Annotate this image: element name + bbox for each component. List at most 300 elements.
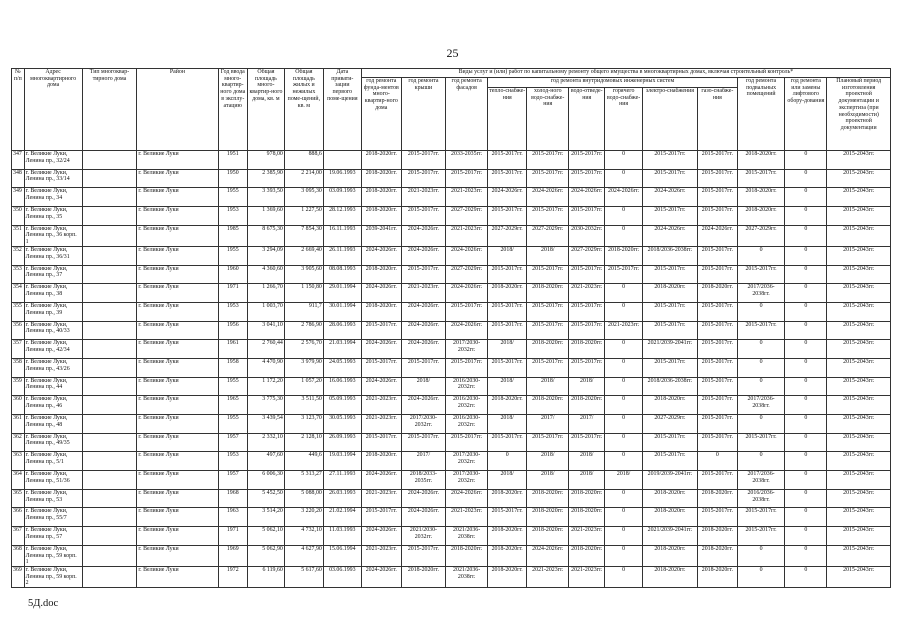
cell-heat: 2015-2017гг.	[488, 302, 527, 321]
cell-type	[82, 433, 137, 452]
cell-docs: 2015-2043гг.	[827, 284, 891, 303]
cell-total-area: 497,60	[248, 452, 285, 471]
cell-roof: 2024-2026гг.	[401, 489, 445, 508]
cell-year: 1955	[218, 415, 248, 434]
cell-facade: 2024-2026гг.	[446, 284, 488, 303]
cell-hot-water: 0	[605, 284, 643, 303]
cell-docs: 2015-2043гг.	[827, 377, 891, 396]
cell-district: г. Великие Луки	[137, 151, 218, 170]
cell-sewer: 2021-2023гг.	[569, 566, 605, 587]
cell-facade: 2016/2030-2032гг.	[446, 377, 488, 396]
cell-type	[82, 396, 137, 415]
cell-district: г. Великие Луки	[137, 169, 218, 188]
cell-heat: 0	[488, 452, 527, 471]
cell-privatization: 24.05.1993	[323, 358, 361, 377]
cell-gas: 2015-2017гг.	[697, 377, 737, 396]
cell-roof: 2021-2023гг.	[401, 284, 445, 303]
cell-privatization: 29.01.1994	[323, 284, 361, 303]
cell-district: г. Великие Луки	[137, 566, 218, 587]
header-systems-group: год ремонта внутридомовых инженерных систем	[488, 78, 738, 88]
cell-hot-water: 0	[605, 302, 643, 321]
cell-basement: 0	[737, 566, 784, 587]
cell-type	[82, 508, 137, 527]
cell-cold-water: 2024-2026гг.	[527, 545, 569, 566]
table-row	[12, 433, 891, 452]
cell-sewer: 2018/	[569, 377, 605, 396]
cell-no: 364	[12, 471, 25, 490]
cell-heat: 2015-2017гг.	[488, 151, 527, 170]
cell-no: 359	[12, 377, 25, 396]
cell-heat: 2018-2020гг.	[488, 396, 527, 415]
cell-docs: 2015-2043гг.	[827, 489, 891, 508]
cell-no: 353	[12, 265, 25, 284]
cell-basement: 0	[737, 452, 784, 471]
cell-living-area: 911,7	[284, 302, 323, 321]
cell-facade: 2015-2017гг.	[446, 433, 488, 452]
cell-elevator: 0	[785, 545, 827, 566]
cell-docs: 2015-2043гг.	[827, 302, 891, 321]
table-row	[12, 566, 891, 587]
cell-cold-water: 2015-2017гг.	[527, 169, 569, 188]
cell-hot-water: 2015-2017гг.	[605, 265, 643, 284]
cell-gas: 2018-2020гг.	[697, 566, 737, 587]
cell-docs: 2015-2043гг.	[827, 471, 891, 490]
cell-electric: 2015-2017гг.	[643, 169, 698, 188]
cell-type	[82, 284, 137, 303]
cell-district: г. Великие Луки	[137, 396, 218, 415]
cell-district: г. Великие Луки	[137, 246, 218, 265]
header-foundation: год ремонта фунда-ментов много-квартир-ного дома	[361, 78, 401, 151]
cell-elevator: 0	[785, 471, 827, 490]
cell-electric: 2021/2039-2041гг.	[643, 527, 698, 546]
cell-basement: 0	[737, 340, 784, 359]
cell-living-area: 5 617,60	[284, 566, 323, 587]
cell-gas: 2018-2020гг.	[697, 284, 737, 303]
cell-roof: 2024-2026гг.	[401, 340, 445, 359]
cell-total-area: 5 062,90	[248, 545, 285, 566]
header-facade: год ремонта фасадов	[446, 78, 488, 151]
cell-docs: 2015-2043гг.	[827, 169, 891, 188]
cell-type	[82, 169, 137, 188]
cell-year: 1960	[218, 265, 248, 284]
cell-district: г. Великие Луки	[137, 358, 218, 377]
cell-gas: 2015-2017гг.	[697, 321, 737, 340]
cell-living-area: 2 128,10	[284, 433, 323, 452]
cell-total-area: 3 775,30	[248, 396, 285, 415]
cell-hot-water: 2024-2026гг.	[605, 188, 643, 207]
cell-type	[82, 151, 137, 170]
cell-heat: 2018/	[488, 415, 527, 434]
cell-facade: 2021/2036-2038гг.	[446, 566, 488, 587]
cell-living-area: 3 095,30	[284, 188, 323, 207]
cell-roof: 2015-2017гг.	[401, 545, 445, 566]
cell-cold-water: 2015-2017гг.	[527, 151, 569, 170]
cell-type	[82, 302, 137, 321]
cell-hot-water: 2018-2020гг.	[605, 246, 643, 265]
cell-cold-water: 2017/	[527, 415, 569, 434]
cell-gas: 2015-2017гг.	[697, 188, 737, 207]
cell-hot-water: 0	[605, 545, 643, 566]
cell-basement: 2018-2020гг.	[737, 151, 784, 170]
header-roof: год ремонта крыши	[401, 78, 445, 151]
cell-roof: 2024-2026гг.	[401, 302, 445, 321]
cell-privatization: 30.05.1993	[323, 415, 361, 434]
cell-year: 1963	[218, 508, 248, 527]
cell-type	[82, 415, 137, 434]
cell-address: г. Великие Луки, Ленина пр., 46	[24, 396, 82, 415]
cell-foundation: 2021-2023гг.	[361, 396, 401, 415]
cell-facade: 2033-2035гг.	[446, 151, 488, 170]
cell-hot-water: 0	[605, 358, 643, 377]
cell-elevator: 0	[785, 415, 827, 434]
cell-electric: 2024-2026гг.	[643, 188, 698, 207]
cell-facade: 2021-2023гг.	[446, 225, 488, 246]
table-row	[12, 452, 891, 471]
cell-elevator: 0	[785, 566, 827, 587]
cell-facade: 2024-2026гг.	[446, 489, 488, 508]
cell-docs: 2015-2043гг.	[827, 508, 891, 527]
cell-basement: 2017/2036-2038гг.	[737, 396, 784, 415]
cell-roof: 2015-2017гг.	[401, 358, 445, 377]
cell-facade: 2017/2030-2032гг.	[446, 340, 488, 359]
header-privatization: Дата привати-зации первого поме-щения	[323, 69, 361, 151]
cell-roof: 2017/	[401, 452, 445, 471]
cell-total-area: 8 675,30	[248, 225, 285, 246]
cell-cold-water: 2021-2023гг.	[527, 566, 569, 587]
cell-facade: 2016/2030-2032гг.	[446, 396, 488, 415]
cell-elevator: 0	[785, 284, 827, 303]
cell-basement: 2016/2036-2038гг.	[737, 489, 784, 508]
cell-docs: 2015-2043гг.	[827, 545, 891, 566]
cell-electric: 2018-2020гг.	[643, 566, 698, 587]
cell-privatization: 21.03.1994	[323, 340, 361, 359]
cell-hot-water: 0	[605, 452, 643, 471]
cell-facade: 2015-2017гг.	[446, 302, 488, 321]
table-row	[12, 396, 891, 415]
cell-docs: 2015-2043гг.	[827, 396, 891, 415]
cell-living-area: 3 511,50	[284, 396, 323, 415]
cell-privatization: 28.12.1993	[323, 207, 361, 226]
table-row	[12, 169, 891, 188]
cell-facade: 2027-2029гг.	[446, 265, 488, 284]
cell-docs: 2015-2043гг.	[827, 340, 891, 359]
cell-privatization: 19.03.1994	[323, 452, 361, 471]
cell-privatization: 16.06.1993	[323, 377, 361, 396]
cell-privatization: 19.06.1993	[323, 169, 361, 188]
cell-elevator: 0	[785, 433, 827, 452]
cell-foundation: 2021-2023гг.	[361, 545, 401, 566]
cell-roof: 2021/2030-2032гг.	[401, 527, 445, 546]
cell-gas: 2015-2017гг.	[697, 358, 737, 377]
cell-type	[82, 246, 137, 265]
cell-heat: 2024-2026гг.	[488, 188, 527, 207]
cell-hot-water: 0	[605, 340, 643, 359]
cell-sewer: 2030-2032гг.	[569, 225, 605, 246]
cell-hot-water: 0	[605, 151, 643, 170]
cell-living-area: 2 786,90	[284, 321, 323, 340]
cell-hot-water: 0	[605, 489, 643, 508]
cell-privatization: 03.06.1993	[323, 566, 361, 587]
cell-address: г. Великие Луки, Ленина пр., 32/24	[24, 151, 82, 170]
cell-gas: 0	[697, 452, 737, 471]
cell-docs: 2015-2043гг.	[827, 151, 891, 170]
cell-heat: 2015-2017гг.	[488, 265, 527, 284]
cell-electric: 2015-2017гг.	[643, 207, 698, 226]
cell-foundation: 2015-2017гг.	[361, 508, 401, 527]
cell-basement: 0	[737, 358, 784, 377]
cell-foundation: 2018-2020гг.	[361, 265, 401, 284]
cell-electric: 2018-2020гг.	[643, 396, 698, 415]
cell-sewer: 2018-2020гг.	[569, 340, 605, 359]
cell-elevator: 0	[785, 452, 827, 471]
table-row	[12, 415, 891, 434]
cell-foundation: 2021-2023гг.	[361, 489, 401, 508]
cell-district: г. Великие Луки	[137, 527, 218, 546]
cell-gas: 2015-2017гг.	[697, 246, 737, 265]
cell-cold-water: 2018-2020гг.	[527, 284, 569, 303]
cell-cold-water: 2015-2017гг.	[527, 265, 569, 284]
cell-living-area: 4 627,90	[284, 545, 323, 566]
cell-address: г. Великие Луки, Ленина пр., 44	[24, 377, 82, 396]
cell-roof: 2015-2017гг.	[401, 433, 445, 452]
cell-sewer: 2018-2020гг.	[569, 508, 605, 527]
header-docs: Плановый период изготовления проектной документации и экспертиза (при необходимости) проектной документации	[827, 78, 891, 151]
cell-electric: 2015-2017гг.	[643, 321, 698, 340]
cell-living-area: 1 057,20	[284, 377, 323, 396]
cell-cold-water: 2018-2020гг.	[527, 527, 569, 546]
cell-heat: 2018-2020гг.	[488, 545, 527, 566]
cell-foundation: 2024-2026гг.	[361, 246, 401, 265]
cell-district: г. Великие Луки	[137, 415, 218, 434]
cell-cold-water: 2018-2020гг.	[527, 508, 569, 527]
cell-elevator: 0	[785, 265, 827, 284]
cell-privatization: 03.09.1993	[323, 188, 361, 207]
cell-elevator: 0	[785, 207, 827, 226]
cell-year: 1955	[218, 246, 248, 265]
cell-foundation: 2018-2020гг.	[361, 207, 401, 226]
cell-gas: 2015-2017гг.	[697, 508, 737, 527]
cell-sewer: 2027-2029гг.	[569, 246, 605, 265]
table-row	[12, 545, 891, 566]
cell-sewer: 2018-2020гг.	[569, 545, 605, 566]
cell-type	[82, 566, 137, 587]
table-row	[12, 151, 891, 170]
cell-basement: 2015-2017гг.	[737, 265, 784, 284]
cell-foundation: 2024-2026гг.	[361, 377, 401, 396]
cell-docs: 2015-2043гг.	[827, 321, 891, 340]
cell-district: г. Великие Луки	[137, 508, 218, 527]
cell-docs: 2015-2043гг.	[827, 527, 891, 546]
cell-hot-water: 0	[605, 433, 643, 452]
cell-heat: 2015-2017гг.	[488, 508, 527, 527]
cell-privatization: 16.11.1993	[323, 225, 361, 246]
header-cold-water: холод-ного водо-снабже-ния	[527, 88, 569, 151]
cell-heat: 2015-2017гг.	[488, 358, 527, 377]
cell-elevator: 0	[785, 489, 827, 508]
cell-year: 1965	[218, 396, 248, 415]
cell-type	[82, 358, 137, 377]
cell-roof: 2021-2023гг.	[401, 188, 445, 207]
cell-roof: 2024-2026гг.	[401, 321, 445, 340]
cell-sewer: 2021-2023гг.	[569, 527, 605, 546]
cell-living-area: 7 854,30	[284, 225, 323, 246]
cell-heat: 2018/	[488, 340, 527, 359]
cell-no: 352	[12, 246, 25, 265]
cell-electric: 2019/2039-2041гг.	[643, 471, 698, 490]
cell-basement: 2015-2017гг.	[737, 433, 784, 452]
cell-foundation: 2018-2020гг.	[361, 452, 401, 471]
cell-basement: 2018-2020гг.	[737, 207, 784, 226]
cell-living-area: 3 220,20	[284, 508, 323, 527]
table-row	[12, 527, 891, 546]
cell-elevator: 0	[785, 377, 827, 396]
cell-foundation: 2039-2041гг.	[361, 225, 401, 246]
cell-docs: 2015-2043гг.	[827, 415, 891, 434]
cell-foundation: 2015-2017гг.	[361, 358, 401, 377]
cell-hot-water: 0	[605, 377, 643, 396]
cell-district: г. Великие Луки	[137, 284, 218, 303]
cell-total-area: 1 266,70	[248, 284, 285, 303]
cell-hot-water: 0	[605, 508, 643, 527]
cell-sewer: 2018/	[569, 452, 605, 471]
cell-living-area: 3 979,90	[284, 358, 323, 377]
cell-district: г. Великие Луки	[137, 302, 218, 321]
cell-living-area: 449,6	[284, 452, 323, 471]
cell-hot-water: 0	[605, 207, 643, 226]
cell-sewer: 2018-2020гг.	[569, 489, 605, 508]
cell-foundation: 2018-2020гг.	[361, 188, 401, 207]
cell-type	[82, 377, 137, 396]
table-row	[12, 340, 891, 359]
cell-sewer: 2015-2017гг.	[569, 433, 605, 452]
cell-gas: 2015-2017гг.	[697, 340, 737, 359]
cell-facade: 2015-2017гг.	[446, 358, 488, 377]
cell-sewer: 2015-2017гг.	[569, 321, 605, 340]
cell-living-area: 888,6	[284, 151, 323, 170]
cell-sewer: 2015-2017гг.	[569, 358, 605, 377]
cell-cold-water: 2027-2029гг.	[527, 225, 569, 246]
cell-sewer: 2018-2020гг.	[569, 396, 605, 415]
cell-year: 1968	[218, 489, 248, 508]
cell-address: г. Великие Луки, Ленина пр., 37	[24, 265, 82, 284]
cell-roof: 2015-2017гг.	[401, 207, 445, 226]
cell-basement: 2017/2036-2038гг.	[737, 284, 784, 303]
cell-district: г. Великие Луки	[137, 433, 218, 452]
cell-address: г. Великие Луки, Ленина пр., 38	[24, 284, 82, 303]
cell-cold-water: 2015-2017гг.	[527, 321, 569, 340]
cell-address: г. Великие Луки, Ленина пр., 36/31	[24, 246, 82, 265]
header-year-built: Год ввода много-квартир-ного дома в эксплу-атацию	[218, 69, 248, 151]
cell-type	[82, 207, 137, 226]
cell-living-area: 5 088,00	[284, 489, 323, 508]
cell-facade: 2024-2026гг.	[446, 246, 488, 265]
cell-hot-water: 2018/	[605, 471, 643, 490]
cell-cold-water: 2018/	[527, 452, 569, 471]
cell-year: 1985	[218, 225, 248, 246]
cell-cold-water: 2024-2026гг.	[527, 188, 569, 207]
cell-total-area: 3 294,09	[248, 246, 285, 265]
header-elevator: год ремонта или замены лифтового обору-дования	[785, 78, 827, 151]
table-row	[12, 225, 891, 246]
cell-no: 357	[12, 340, 25, 359]
cell-no: 363	[12, 452, 25, 471]
cell-facade: 2021/2036-2038гг.	[446, 527, 488, 546]
cell-sewer: 2015-2017гг.	[569, 169, 605, 188]
cell-basement: 0	[737, 415, 784, 434]
cell-electric: 2015-2017гг.	[643, 433, 698, 452]
cell-address: г. Великие Луки, Ленина пр., 48	[24, 415, 82, 434]
table-row	[12, 302, 891, 321]
cell-address: г. Великие Луки, Ленина пр., 59 корп. 1	[24, 545, 82, 566]
cell-elevator: 0	[785, 396, 827, 415]
cell-foundation: 2024-2026гг.	[361, 340, 401, 359]
cell-type	[82, 545, 137, 566]
cell-cold-water: 2018/	[527, 471, 569, 490]
cell-address: г. Великие Луки, Ленина пр., 51/36	[24, 471, 82, 490]
header-no: № п/п	[12, 69, 25, 151]
cell-year: 1957	[218, 471, 248, 490]
cell-district: г. Великие Луки	[137, 471, 218, 490]
cell-total-area: 2 760,44	[248, 340, 285, 359]
cell-docs: 2015-2043гг.	[827, 188, 891, 207]
cell-no: 369	[12, 566, 25, 587]
cell-sewer: 2018/	[569, 471, 605, 490]
cell-year: 1957	[218, 433, 248, 452]
cell-total-area: 3 393,50	[248, 188, 285, 207]
cell-cold-water: 2015-2017гг.	[527, 302, 569, 321]
cell-total-area: 6 006,30	[248, 471, 285, 490]
cell-electric: 2018-2020гг.	[643, 545, 698, 566]
cell-gas: 2018-2020гг.	[697, 545, 737, 566]
cell-roof: 2024-2026гг.	[401, 396, 445, 415]
cell-district: г. Великие Луки	[137, 321, 218, 340]
cell-basement: 0	[737, 377, 784, 396]
cell-year: 1953	[218, 302, 248, 321]
cell-roof: 2015-2017гг.	[401, 169, 445, 188]
cell-total-area: 2 332,10	[248, 433, 285, 452]
cell-elevator: 0	[785, 188, 827, 207]
cell-hot-water: 0	[605, 566, 643, 587]
cell-docs: 2015-2043гг.	[827, 246, 891, 265]
cell-gas: 2015-2017гг.	[697, 471, 737, 490]
cell-living-area: 2 214,00	[284, 169, 323, 188]
cell-address: г. Великие Луки, Ленина пр., 42/34	[24, 340, 82, 359]
cell-basement: 2027-2029гг.	[737, 225, 784, 246]
cell-heat: 2018/	[488, 246, 527, 265]
cell-no: 349	[12, 188, 25, 207]
cell-total-area: 1 172,20	[248, 377, 285, 396]
cell-sewer: 2015-2017гг.	[569, 151, 605, 170]
header-sewer: водо-отведе-ния	[569, 88, 605, 151]
cell-hot-water: 2021-2023гг.	[605, 321, 643, 340]
cell-type	[82, 452, 137, 471]
cell-address: г. Великие Луки, Ленина пр., 33/14	[24, 169, 82, 188]
cell-no: 365	[12, 489, 25, 508]
cell-facade: 2018-2020гг.	[446, 545, 488, 566]
cell-facade: 2015-2017гг.	[446, 169, 488, 188]
cell-docs: 2015-2043гг.	[827, 265, 891, 284]
cell-basement: 0	[737, 545, 784, 566]
cell-gas: 2015-2017гг.	[697, 415, 737, 434]
cell-privatization: 26.03.1993	[323, 489, 361, 508]
cell-type	[82, 471, 137, 490]
cell-year: 1951	[218, 151, 248, 170]
cell-basement: 2017/2036-2038гг.	[737, 471, 784, 490]
cell-heat: 2015-2017гг.	[488, 207, 527, 226]
cell-year: 1972	[218, 566, 248, 587]
cell-docs: 2015-2043гг.	[827, 225, 891, 246]
cell-no: 358	[12, 358, 25, 377]
